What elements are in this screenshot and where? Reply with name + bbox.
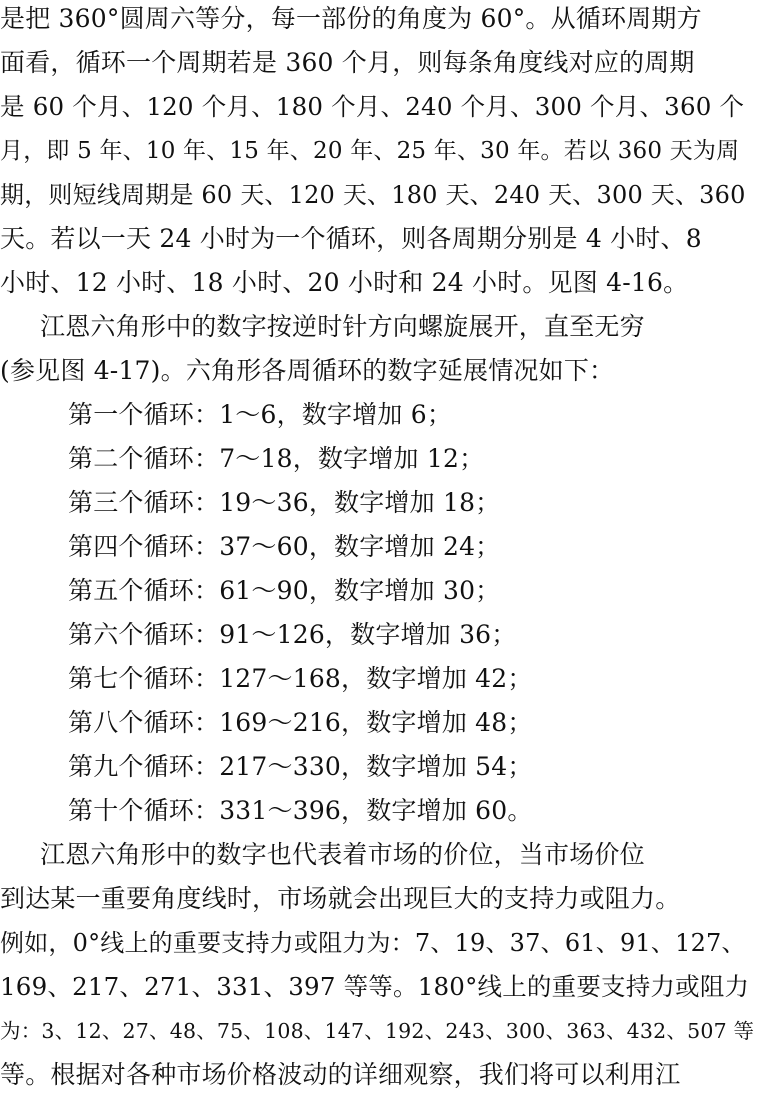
cycle-item: 第七个循环：127～168，数字增加 42； bbox=[68, 664, 533, 693]
paragraph3-line-3: 例如，0°线上的重要支持力或阻力为：7、19、37、61、91、127、 bbox=[0, 929, 746, 957]
cycle-item: 第三个循环：19～36，数字增加 18； bbox=[68, 488, 501, 517]
cycle-item: 第二个循环：7～18，数字增加 12； bbox=[68, 444, 485, 473]
cycle-item: 第五个循环：61～90，数字增加 30； bbox=[68, 576, 501, 605]
paragraph1-line-1: 是把 360°圆周六等分，每一部份的角度为 60°。从循环周期方 bbox=[0, 4, 702, 33]
paragraph1-line-5: 期，则短线周期是 60 天、120 天、180 天、240 天、300 天、360 bbox=[0, 181, 746, 209]
paragraph3-line-4: 169、217、271、331、397 等等。180°线上的重要支持力或阻力 bbox=[0, 972, 750, 1001]
paragraph2-line-2: (参见图 4-17)。六角形各周循环的数字延展情况如下： bbox=[0, 356, 615, 385]
cycle-item: 第四个循环：37～60，数字增加 24； bbox=[68, 532, 501, 561]
cycle-item: 第九个循环：217～330，数字增加 54； bbox=[68, 752, 533, 781]
paragraph3-line-6: 等。根据对各种市场价格波动的详细观察，我们将可以利用江 bbox=[0, 1060, 681, 1089]
paragraph3-line-2: 到达某一重要角度线时，市场就会出现巨大的支持力或阻力。 bbox=[0, 884, 681, 913]
cycle-item: 第一个循环：1～6，数字增加 6； bbox=[68, 400, 453, 429]
cycle-item: 第八个循环：169～216，数字增加 48； bbox=[68, 708, 533, 737]
cycle-item: 第十个循环：331～396，数字增加 60。 bbox=[68, 796, 533, 825]
paragraph1-line-6: 天。若以一天 24 小时为一个循环，则各周期分别是 4 小时、8 bbox=[0, 224, 702, 253]
paragraph1-line-4: 月，即 5 年、10 年、15 年、20 年、25 年、30 年。若以 360 天为周 bbox=[0, 138, 740, 164]
paragraph1-line-7: 小时、12 小时、18 小时、20 小时和 24 小时。见图 4-16。 bbox=[0, 268, 689, 297]
paragraph1-line-2: 面看，循环一个周期若是 360 个月，则每条角度线对应的周期 bbox=[0, 48, 695, 77]
paragraph3-line-1: 江恩六角形中的数字也代表着市场的价位，当市场价位 bbox=[40, 840, 645, 869]
cycle-item: 第六个循环：91～126，数字增加 36； bbox=[68, 620, 517, 649]
paragraph1-line-3: 是 60 个月、120 个月、180 个月、240 个月、300 个月、360 个 bbox=[0, 92, 745, 121]
paragraph3-line-5: 为：3、12、27、48、75、108、147、192、243、300、363、432、507 等 bbox=[0, 1019, 755, 1043]
paragraph2-line-1: 江恩六角形中的数字按逆时针方向螺旋展开，直至无穷 bbox=[40, 312, 645, 341]
